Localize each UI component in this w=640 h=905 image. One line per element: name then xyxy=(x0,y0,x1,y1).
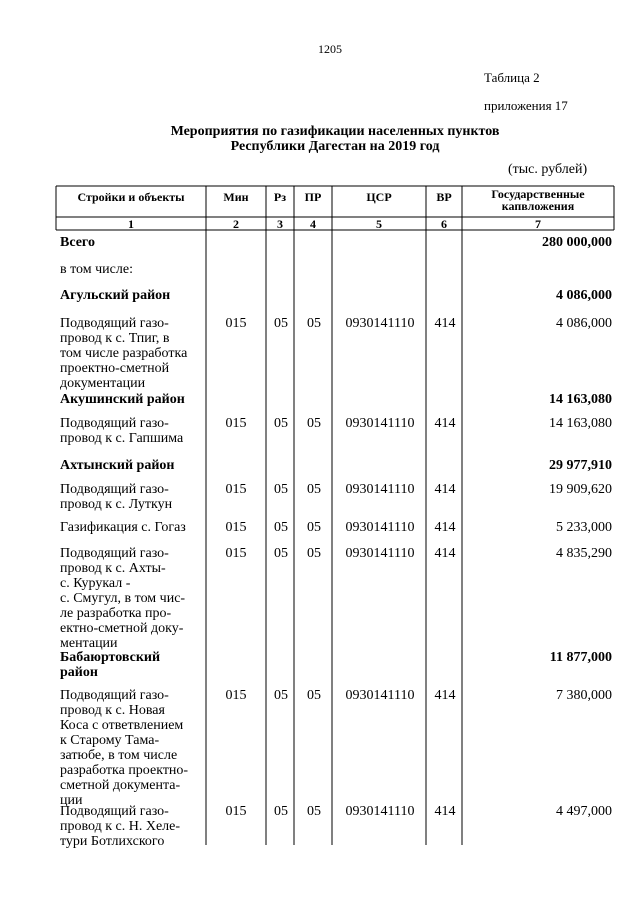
object-name-line: провод к с. Н. Хеле- xyxy=(60,819,181,834)
capital-value: 11 877,000 xyxy=(549,650,612,665)
capital-value: 7 380,000 xyxy=(556,688,612,703)
title-line-2: Республики Дагестан на 2019 год xyxy=(230,139,440,154)
header-csr: ЦСР xyxy=(366,190,392,204)
object-name-line: том числе разработка xyxy=(60,346,188,361)
min-value: 015 xyxy=(225,804,247,819)
header-vr: ВР xyxy=(436,190,452,204)
object-name-line: провод к с. Новая xyxy=(60,703,165,718)
object-name-line: проектно-сметной xyxy=(60,361,170,376)
section-label xyxy=(60,235,210,250)
capital-value: 4 086,000 xyxy=(556,288,612,303)
object-name xyxy=(60,546,210,651)
capital-value: 280 000,000 xyxy=(542,235,612,250)
pr-value: 05 xyxy=(307,416,321,431)
capital-value: 4 086,000 xyxy=(556,316,612,331)
object-name-line: Подводящий газо- xyxy=(60,688,169,703)
rz-value: 05 xyxy=(274,546,288,561)
object-name-line: с. Курукал - xyxy=(60,576,131,591)
object-name xyxy=(60,520,210,535)
object-name-line: Акушинский район xyxy=(60,392,185,407)
vr-value: 414 xyxy=(434,546,456,561)
pr-value: 05 xyxy=(307,316,321,331)
object-name xyxy=(60,688,210,808)
object-name-line: провод к с. Гапшима xyxy=(60,431,184,446)
col-number-3: 3 xyxy=(277,217,283,231)
object-name-line: Подводящий газо- xyxy=(60,482,169,497)
object-name-line: Ахтынский район xyxy=(60,458,175,473)
object-name-line: Агульский район xyxy=(60,288,171,303)
min-value: 015 xyxy=(225,482,247,497)
capital-value: 14 163,080 xyxy=(549,392,612,407)
rz-value: 05 xyxy=(274,520,288,535)
header-min: Мин xyxy=(223,190,249,204)
vr-value: 414 xyxy=(434,316,456,331)
object-name xyxy=(60,804,210,849)
object-name xyxy=(60,316,210,391)
capital-value: 19 909,620 xyxy=(549,482,612,497)
rz-value: 05 xyxy=(274,804,288,819)
object-name-line: разработка проектно- xyxy=(60,763,189,778)
rz-value: 05 xyxy=(274,688,288,703)
col-number-5: 5 xyxy=(376,217,382,231)
pr-value: 05 xyxy=(307,520,321,535)
object-name-line: Подводящий газо- xyxy=(60,804,169,819)
rz-value: 05 xyxy=(274,482,288,497)
min-value: 015 xyxy=(225,688,247,703)
header-objects: Стройки и объекты xyxy=(77,190,185,204)
header-pr: ПР xyxy=(304,190,322,204)
object-name-line: Подводящий газо- xyxy=(60,546,169,561)
rz-value: 05 xyxy=(274,316,288,331)
object-name-line: провод к с. Тпиг, в xyxy=(60,331,170,346)
header-rz: Рз xyxy=(273,190,287,204)
min-value: 015 xyxy=(225,520,247,535)
object-name-line: в том числе: xyxy=(60,262,133,277)
vr-value: 414 xyxy=(434,520,456,535)
capital-value: 4 835,290 xyxy=(556,546,612,561)
vr-value: 414 xyxy=(434,416,456,431)
csr-value: 0930141110 xyxy=(345,520,415,535)
object-name-line: Коса с ответвлением xyxy=(60,718,184,733)
rz-value: 05 xyxy=(274,416,288,431)
capital-value: 14 163,080 xyxy=(549,416,612,431)
object-name-line: ментации xyxy=(60,636,118,651)
object-name-line: ции xyxy=(60,793,83,808)
pr-value: 05 xyxy=(307,688,321,703)
object-name-line: Бабаюртовский xyxy=(60,650,161,665)
object-name-line: Подводящий газо- xyxy=(60,316,169,331)
csr-value: 0930141110 xyxy=(345,804,415,819)
object-name-line: к Старому Тама- xyxy=(60,733,160,748)
csr-value: 0930141110 xyxy=(345,482,415,497)
appendix-label: приложения 17 xyxy=(484,98,568,113)
table-label: Таблица 2 xyxy=(484,70,540,85)
vr-value: 414 xyxy=(434,688,456,703)
pr-value: 05 xyxy=(307,482,321,497)
capital-value: 5 233,000 xyxy=(556,520,612,535)
object-name-line: Подводящий газо- xyxy=(60,416,169,431)
section-label xyxy=(60,392,210,407)
col-number-6: 6 xyxy=(441,217,447,231)
csr-value: 0930141110 xyxy=(345,546,415,561)
object-name-line: ектно-сметной доку- xyxy=(60,621,184,636)
object-name xyxy=(60,416,210,446)
object-name-line: сметной документа- xyxy=(60,778,181,793)
object-name-line: Всего xyxy=(60,235,95,250)
col-number-1: 1 xyxy=(128,217,134,231)
col-number-2: 2 xyxy=(233,217,239,231)
capital-value: 29 977,910 xyxy=(549,458,612,473)
object-name-line: район xyxy=(60,665,98,680)
col-number-4: 4 xyxy=(310,217,316,231)
pr-value: 05 xyxy=(307,804,321,819)
csr-value: 0930141110 xyxy=(345,688,415,703)
header-capital xyxy=(462,188,614,212)
object-name-line: тури Ботлихского xyxy=(60,834,165,849)
units-note: (тыс. рублей) xyxy=(508,162,588,177)
object-name-line: ле разработка про- xyxy=(60,606,172,621)
section-label xyxy=(60,288,210,303)
vr-value: 414 xyxy=(434,482,456,497)
pr-value: 05 xyxy=(307,546,321,561)
col-number-7: 7 xyxy=(535,217,541,231)
object-name-line: с. Смугул, в том чис- xyxy=(60,591,186,606)
title-line-1: Мероприятия по газификации населенных пунктов xyxy=(170,124,500,139)
vr-value: 414 xyxy=(434,804,456,819)
page-number: 1205 xyxy=(318,42,342,56)
min-value: 015 xyxy=(225,316,247,331)
object-name-line: провод к с. Луткун xyxy=(60,497,173,512)
header-capital-line-2: капвложения xyxy=(501,199,575,213)
min-value: 015 xyxy=(225,546,247,561)
csr-value: 0930141110 xyxy=(345,316,415,331)
object-name-line: Газификация с. Гогаз xyxy=(60,520,186,535)
object-name-line: провод к с. Ахты- xyxy=(60,561,166,576)
csr-value: 0930141110 xyxy=(345,416,415,431)
header-capital-line-1: Государственные xyxy=(491,187,585,201)
object-name-line: затюбе, в том числе xyxy=(60,748,178,763)
capital-value: 4 497,000 xyxy=(556,804,612,819)
object-name xyxy=(60,262,210,277)
object-name xyxy=(60,482,210,512)
min-value: 015 xyxy=(225,416,247,431)
object-name-line: документации xyxy=(60,376,146,391)
section-label xyxy=(60,650,210,680)
section-label xyxy=(60,458,210,473)
